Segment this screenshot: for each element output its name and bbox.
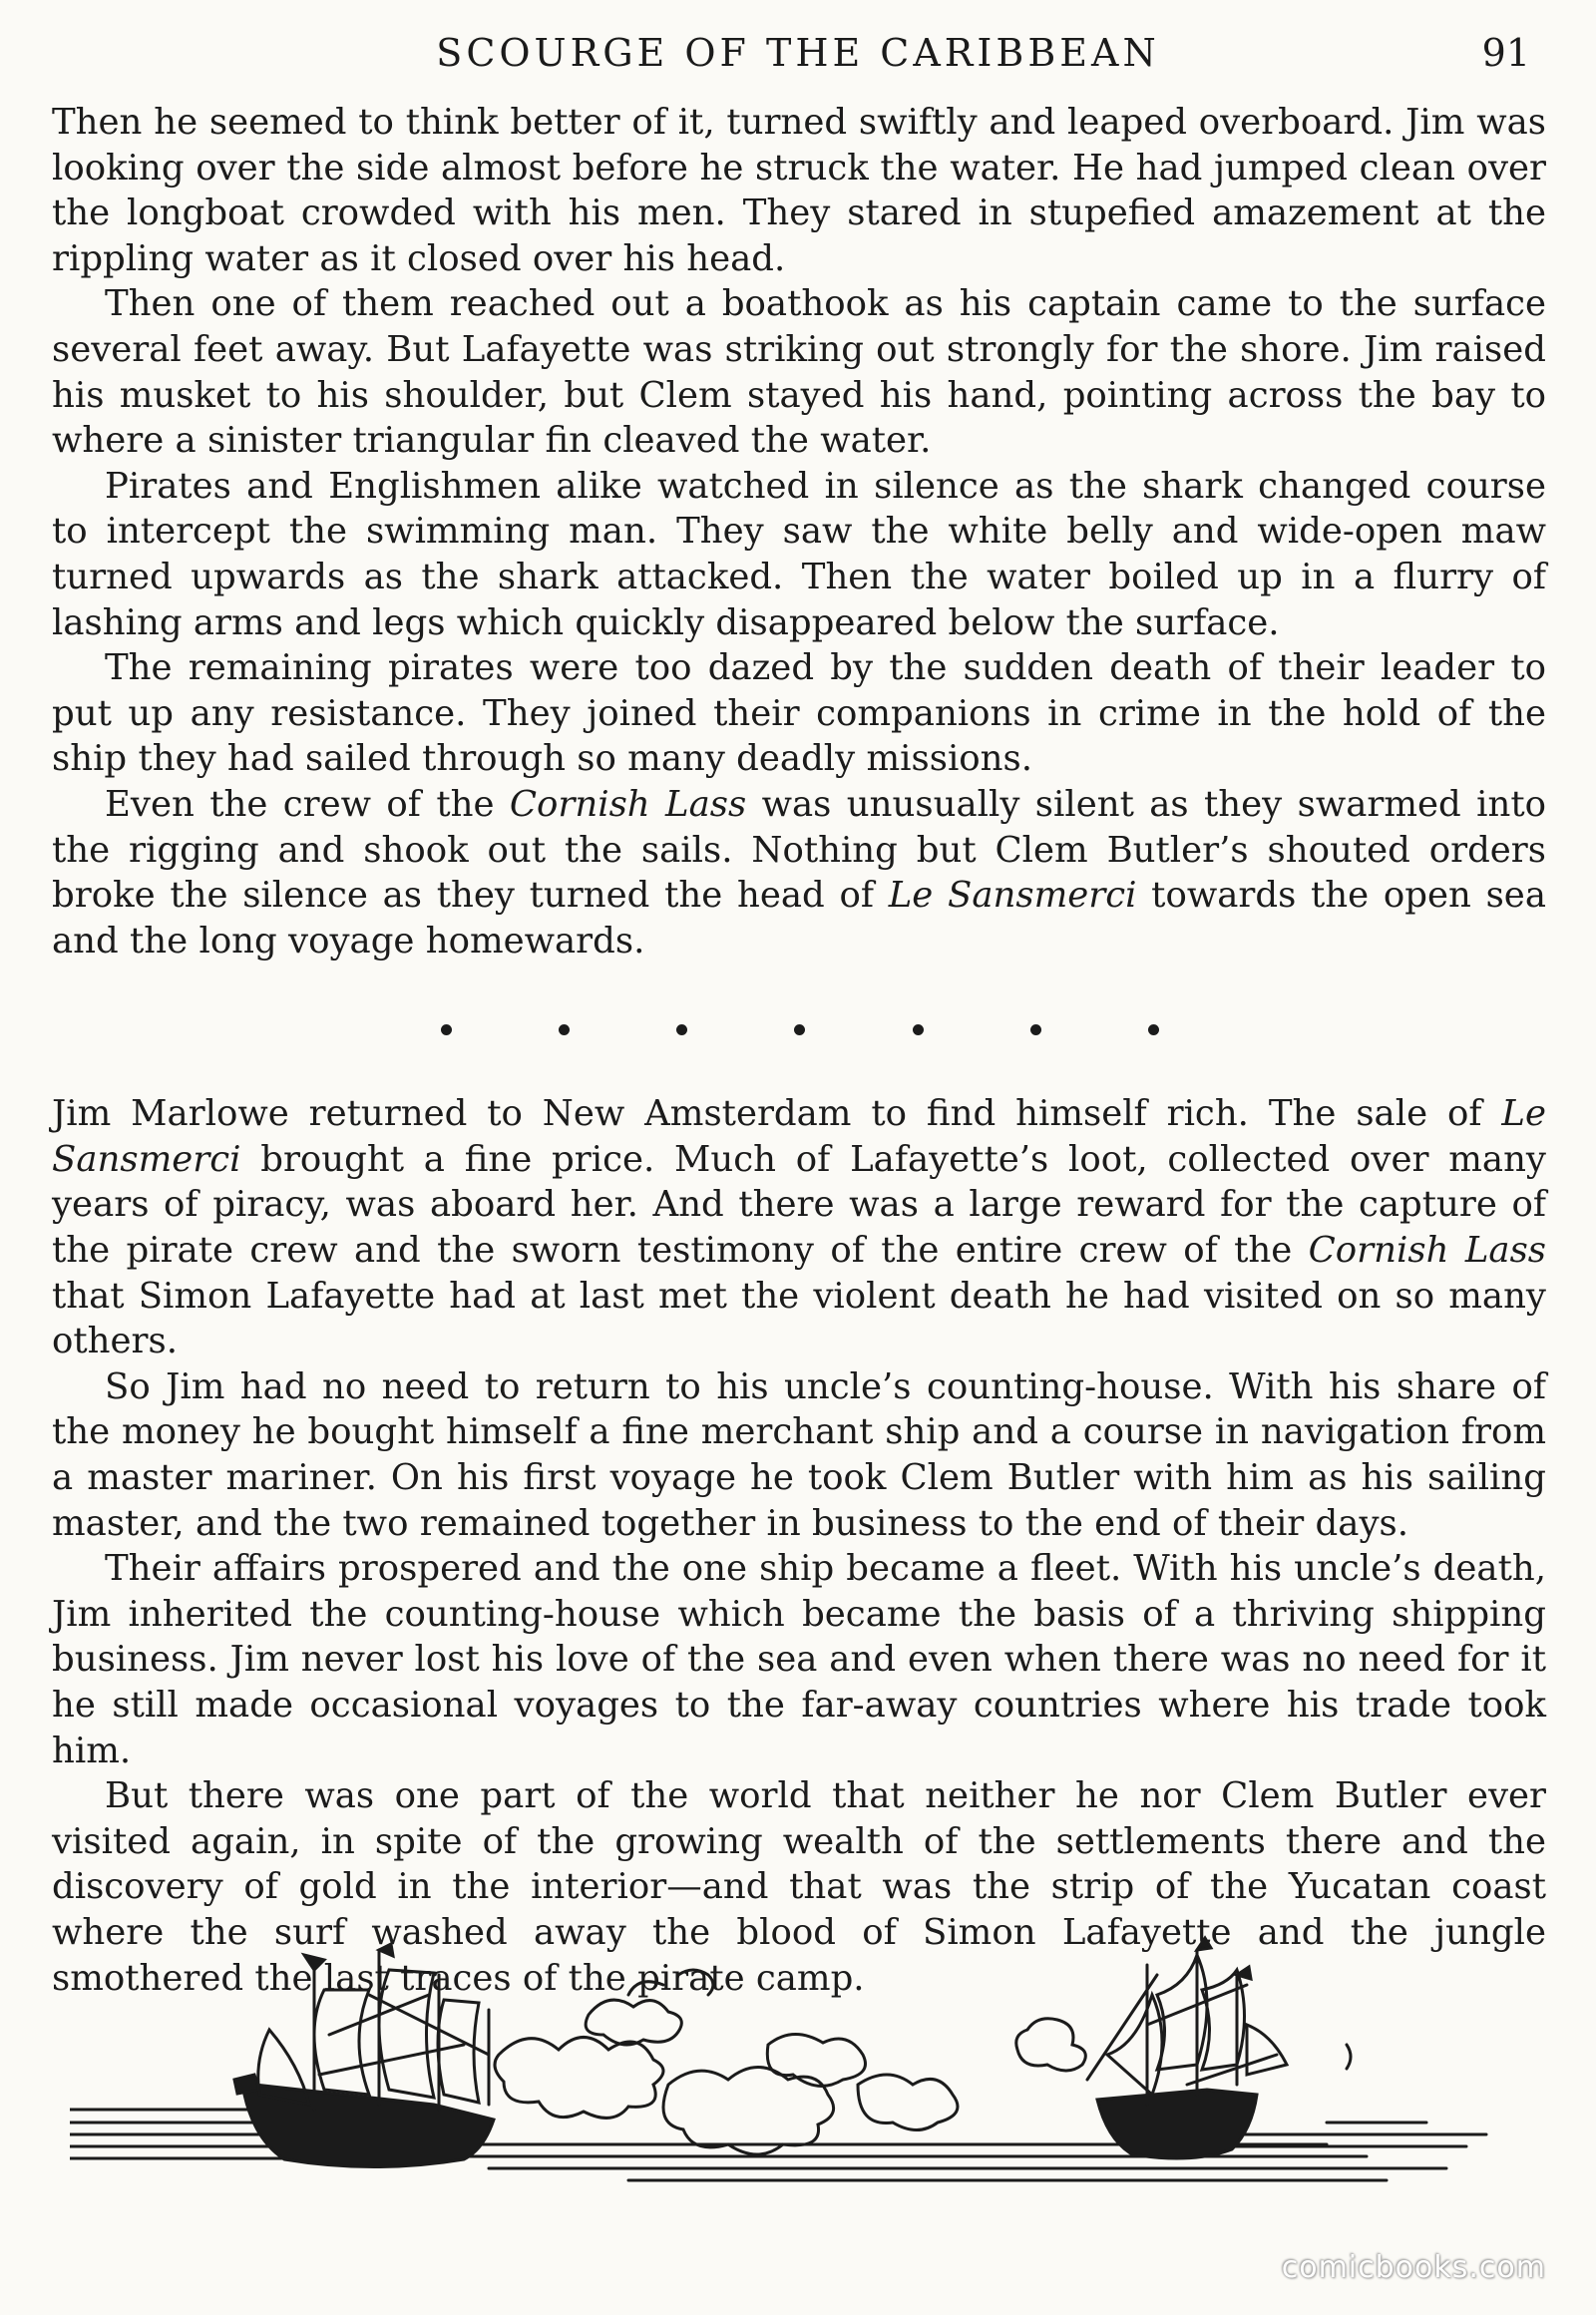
italic-text: Cornish Lass [1308, 1230, 1547, 1272]
text-run: that Simon Lafayette had at last met the violent death he had visited on so many others. [52, 1275, 1546, 1362]
dot [1030, 1024, 1041, 1035]
paragraph [52, 1364, 1546, 1546]
section-break-dots [441, 999, 1159, 1059]
paragraph [52, 1091, 1546, 1364]
dot [441, 1024, 452, 1035]
dot [559, 1024, 570, 1035]
italic-text: Le Sansmerci [52, 1093, 1546, 1180]
text-run: was unusually silent as they swarmed into the rigging and shook out the sails. Nothing but Clem Butler’s shouted orders broke the silence as they turned the head of [52, 783, 1546, 917]
text-run: The remaining pirates were too dazed by the sudden death of their leader to put up any resistance. They joined their companions in crime in the hold of the ship they had sailed through so many deadly missions. [52, 647, 1546, 780]
dot [913, 1024, 924, 1035]
text-run: brought a fine price. Much of Lafayette’s loot, collected over many years of piracy, was aboard her. And there was a large reward for the capture of the pirate crew and the sworn testimony of the entire crew of the [52, 1138, 1546, 1272]
story-section-1 [52, 100, 1546, 964]
dot [794, 1024, 805, 1035]
text-run: Jim Marlowe returned to New Amsterdam to find himself rich. The sale of [52, 1093, 1502, 1135]
running-head: SCOURGE OF THE CARIBBEAN [436, 31, 1160, 75]
story-section-2 [52, 1091, 1546, 2001]
italic-text: Cornish Lass [509, 783, 747, 825]
italic-text: Le Sansmerci [888, 875, 1137, 917]
text-run: Then one of them reached out a boathook as his captain came to the surface several feet away. But Lafayette was striking out strongly for the shore. Jim raised his musket to his shoulder, but Clem stayed his hand, pointing across the bay to where a sinister triangular fin cleaved the water. [52, 283, 1546, 462]
paragraph [52, 281, 1546, 463]
watermark: comicbooks.com [1281, 2250, 1546, 2285]
paragraph [52, 464, 1546, 645]
page-header [52, 28, 1544, 88]
paragraph [52, 645, 1546, 782]
text-run: Then he seemed to think better of it, turned swiftly and leaped overboard. Jim was looking over the side almost before he struck the water. He had jumped clean over the longboat crowded with his men. They stared in stupefied amazement at the rippling water as it closed over his head. [52, 102, 1546, 279]
paragraph [52, 782, 1546, 964]
paragraph [52, 100, 1546, 281]
text-run: So Jim had no need to return to his uncle’s counting-house. With his share of the money he bought himself a fine merchant ship and a course in navigation from a master mariner. On his first voyage he took Clem Butler with him as his sailing master, and the two remained together in business to the end of their days. [52, 1365, 1546, 1544]
text-run: Their affairs prospered and the one ship became a fleet. With his uncle’s death, Jim inherited the counting-house which became the basis of a thriving shipping business. Jim never lost his love of the sea and even when there was no need for it he still made occasional voyages to the far-away countries where his trade took him. [52, 1548, 1546, 1771]
ships-battle-illustration [70, 1935, 1526, 2204]
text-run: Pirates and Englishmen alike watched in silence as the shark changed course to intercept the swimming man. They saw the white belly and wide-open maw turned upwards as the shark attacked. Then the water boiled up in a flurry of lashing arms and legs which quickly disappeared below the surface. [52, 465, 1546, 643]
dot [1148, 1024, 1159, 1035]
text-run: But there was one part of the world that neither he nor Clem Butler ever visited again, in spite of the growing wealth of the settlements there and the discovery of gold in the interior—and that was the strip of the Yucatan coast where the surf washed away the blood of Simon Lafayette and the jungle smothered the last traces of the pirate camp. [52, 1775, 1546, 1999]
dot [676, 1024, 687, 1035]
text-run: towards the open sea and the long voyage homewards. [52, 875, 1546, 962]
page-number: 91 [1481, 31, 1530, 75]
text-run: Even the crew of the [105, 783, 510, 825]
paragraph [52, 1546, 1546, 1773]
body-text [52, 100, 1546, 2001]
